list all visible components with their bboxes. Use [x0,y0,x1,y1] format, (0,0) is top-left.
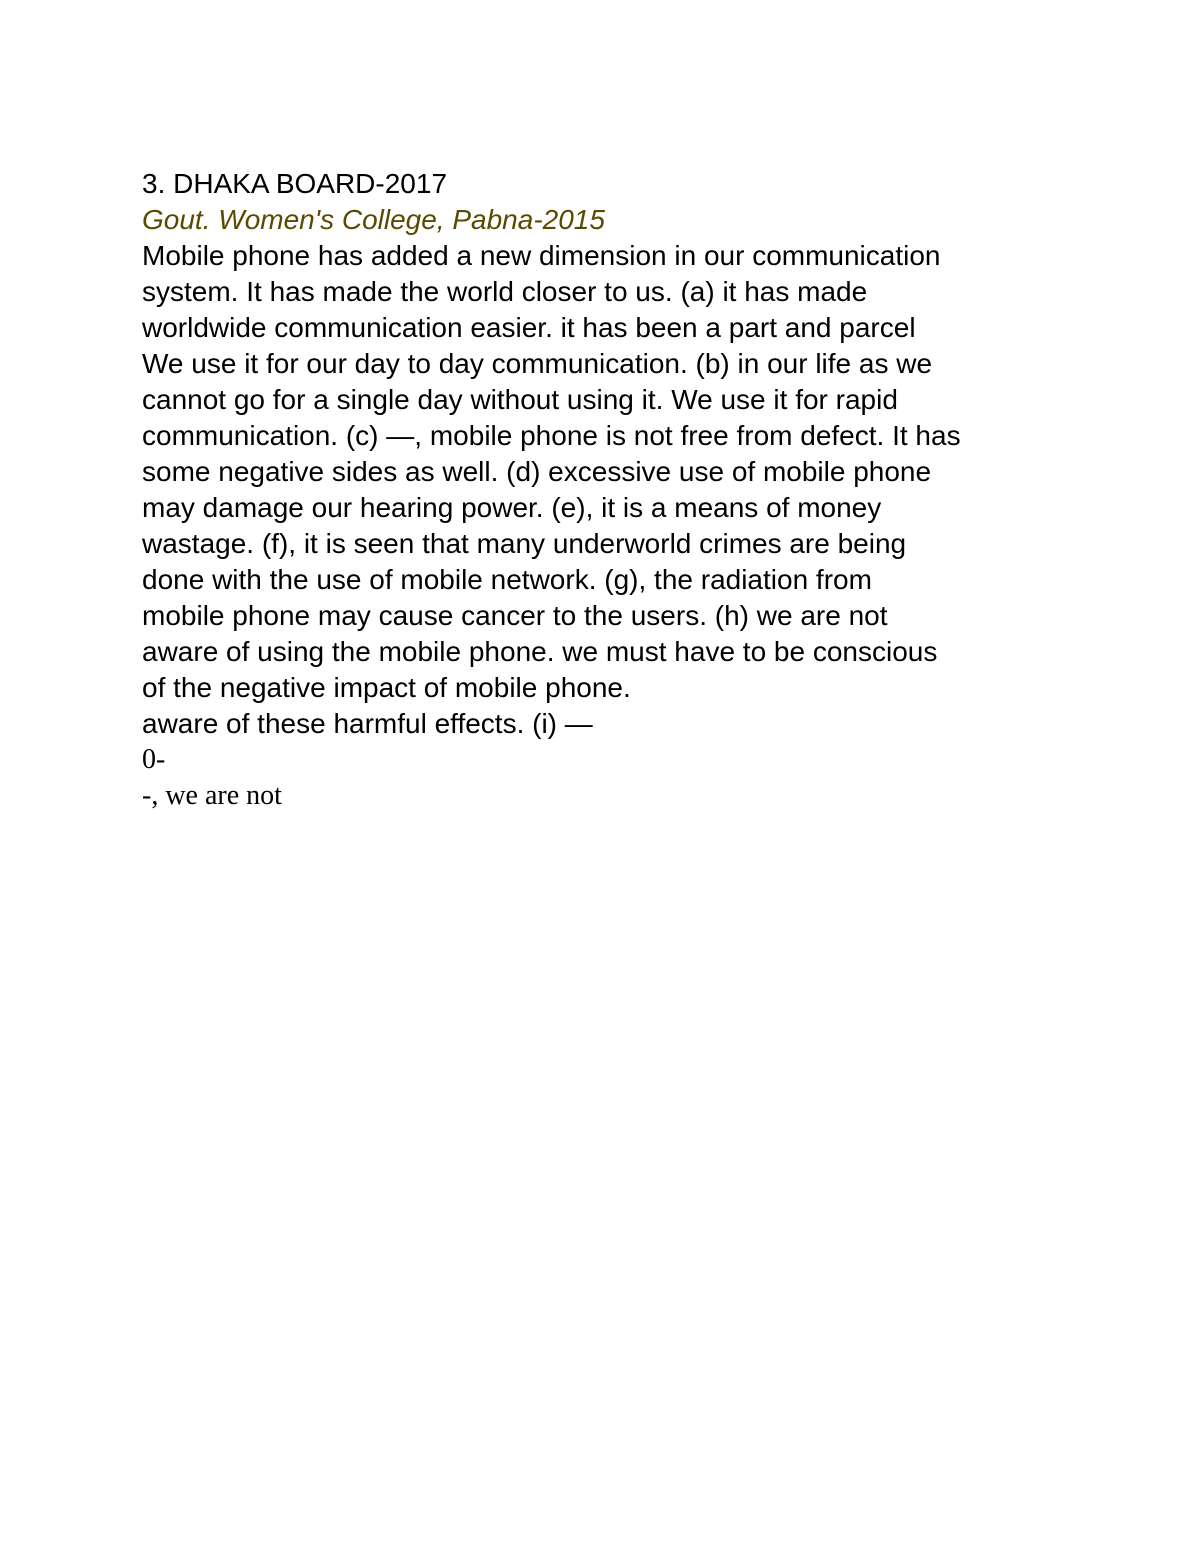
body-line: aware of these harmful effects. (i) — [142,708,593,739]
body-line: wastage. (f), it is seen that many underworld crimes are being [142,528,907,559]
trailing-line: -, we are not [142,780,282,811]
body-line: We use it for our day to day communication. (b) in our life as we [142,348,933,379]
body-line: some negative sides as well. (d) excessive use of mobile phone [142,456,932,487]
body-line: Mobile phone has added a new dimension in our communication [142,240,941,271]
body-line: mobile phone may cause cancer to the users. (h) we are not [142,600,888,631]
body-line: may damage our hearing power. (e), it is a means of money [142,492,882,523]
body-line: aware of using the mobile phone. we must have to be conscious [142,636,938,667]
body-line: worldwide communication easier. it has been a part and parcel [142,312,916,343]
body-line: cannot go for a single day without using it. We use it for rapid [142,384,898,415]
body-line: of the negative impact of mobile phone. [142,672,631,703]
source-subheading: Gout. Women's College, Pabna-2015 [142,204,605,235]
document-content [142,166,1142,814]
question-heading: 3. DHAKA BOARD-2017 [142,168,448,199]
body-line: system. It has made the world closer to us. (a) it has made [142,276,868,307]
body-line: communication. (c) —, mobile phone is not free from defect. It has [142,420,961,451]
trailing-line: 0- [142,744,166,775]
body-line: done with the use of mobile network. (g), the radiation from [142,564,872,595]
